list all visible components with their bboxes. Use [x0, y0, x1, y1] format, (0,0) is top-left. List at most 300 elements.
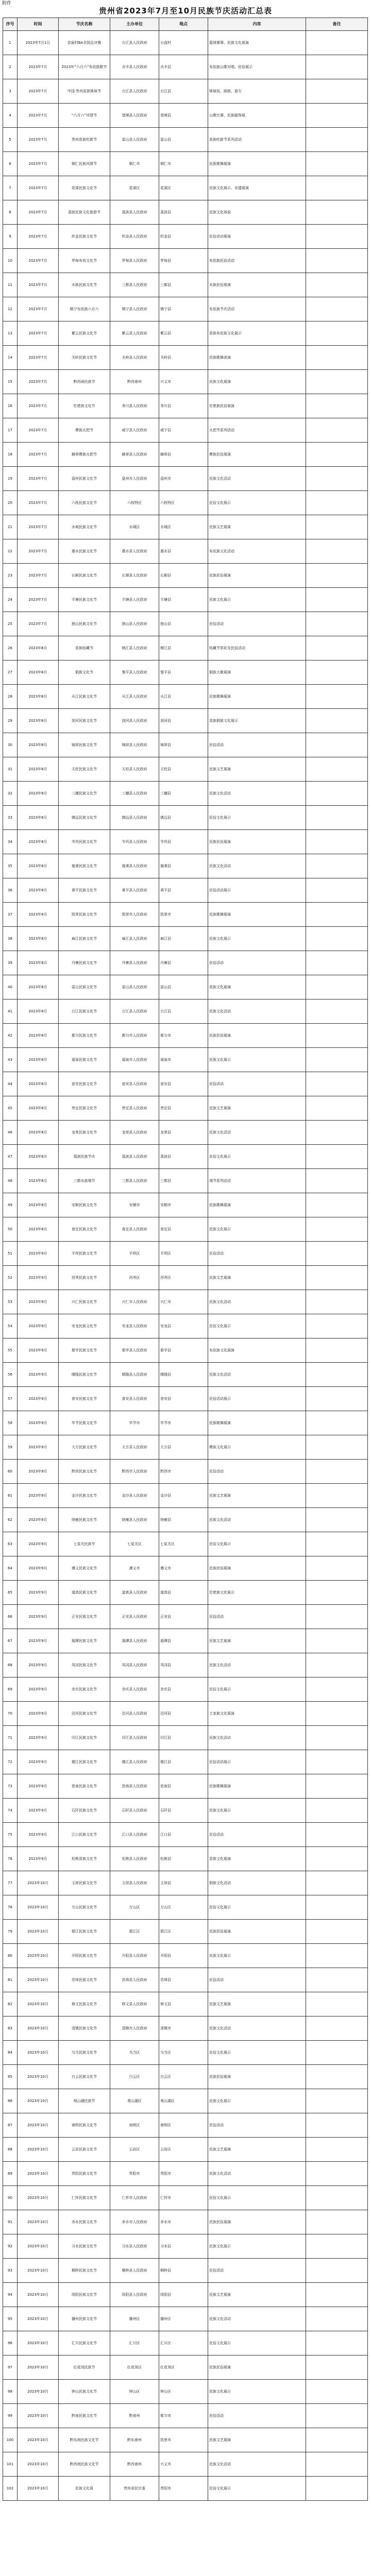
cell-organizer: 威宁县人民政府 — [110, 418, 159, 443]
cell-index: 73 — [3, 1774, 18, 1799]
cell-index: 81 — [3, 1968, 18, 1992]
cell-festival: 金沙民族文化节 — [59, 1484, 110, 1508]
cell-organizer: 三都县人民政府 — [110, 1169, 159, 1193]
cell-remarks — [306, 1677, 368, 1702]
cell-content: 民族歌舞表演 — [208, 346, 306, 370]
cell-festival: 黔西南民族文化节 — [59, 2452, 110, 2477]
cell-organizer: 沿河县人民政府 — [110, 1702, 159, 1726]
cell-index: 75 — [3, 1823, 18, 1847]
cell-organizer: 镇宁县人民政府 — [110, 297, 159, 321]
cell-content: 民族文化展演 — [208, 370, 306, 394]
cell-index: 34 — [3, 830, 18, 854]
cell-festival: 首届村BA全国总决赛 — [59, 31, 110, 55]
cell-remarks — [306, 1750, 368, 1774]
table-row — [3, 394, 368, 418]
table-row — [3, 1677, 368, 1702]
table-row — [3, 1532, 368, 1556]
table-row — [3, 346, 368, 370]
cell-remarks — [306, 975, 368, 999]
cell-time: 2023年8月 — [18, 999, 59, 1024]
table-row — [3, 2283, 368, 2307]
cell-location: 乌当区 — [159, 2041, 208, 2065]
table-row — [3, 927, 368, 951]
cell-content: 仡佬族文化展示 — [208, 1581, 306, 1605]
table-row — [3, 2404, 368, 2428]
cell-festival: 黔西民族文化节 — [59, 1460, 110, 1484]
cell-index: 17 — [3, 418, 18, 443]
cell-festival: 贵州苗族吃新节 — [59, 128, 110, 152]
cell-content: 民族文化活动 — [208, 2016, 306, 2041]
cell-remarks — [306, 1169, 368, 1193]
table-row — [3, 2428, 368, 2452]
cell-location: 镇远县 — [159, 806, 208, 830]
cell-remarks — [306, 1314, 368, 1338]
cell-index: 58 — [3, 1411, 18, 1435]
cell-time: 2023年7月 — [18, 370, 59, 394]
cell-index: 16 — [3, 394, 18, 418]
cell-organizer: 从江县人民政府 — [110, 685, 159, 709]
cell-index: 31 — [3, 757, 18, 782]
table-row — [3, 2186, 368, 2210]
cell-remarks — [306, 491, 368, 515]
cell-location: 盘州市 — [159, 467, 208, 491]
cell-remarks — [306, 854, 368, 878]
cell-time: 2023年8月 — [18, 1193, 59, 1217]
cell-index: 93 — [3, 2259, 18, 2283]
cell-index: 78 — [3, 1895, 18, 1920]
cell-festival: 施秉民族文化节 — [59, 854, 110, 878]
table-row — [3, 854, 368, 878]
cell-festival: 2023年“六月六”布依族歌节 — [59, 55, 110, 79]
cell-festival: 瓮安民族文化节 — [59, 1072, 110, 1096]
table-row — [3, 79, 368, 104]
cell-index: 23 — [3, 564, 18, 588]
cell-location: 兴仁市 — [159, 1290, 208, 1314]
cell-festival: 德江民族文化节 — [59, 1750, 110, 1774]
cell-remarks — [306, 1968, 368, 1992]
cell-remarks — [306, 1145, 368, 1169]
cell-remarks — [306, 2041, 368, 2065]
cell-organizer: 册亨县人民政府 — [110, 1338, 159, 1363]
cell-remarks — [306, 249, 368, 273]
cell-location: 南明区 — [159, 2113, 208, 2138]
table-row — [3, 685, 368, 709]
cell-time: 2023年8月 — [18, 1145, 59, 1169]
table-row — [3, 2210, 368, 2234]
cell-index: 74 — [3, 1799, 18, 1823]
cell-organizer: 兴仁市人民政府 — [110, 1290, 159, 1314]
cell-index: 94 — [3, 2283, 18, 2307]
cell-organizer: 望谟县人民政府 — [110, 104, 159, 128]
cell-remarks — [306, 2477, 368, 2501]
cell-remarks — [306, 1823, 368, 1847]
cell-remarks — [306, 467, 368, 491]
cell-time: 2023年8月 — [18, 1072, 59, 1096]
table-row — [3, 903, 368, 927]
cell-organizer: 黎平县人民政府 — [110, 660, 159, 685]
cell-festival: 万山民族文化节 — [59, 1895, 110, 1920]
cell-time: 2023年10月 — [18, 2355, 59, 2380]
cell-remarks — [306, 2210, 368, 2234]
cell-organizer: 丹寨县人民政府 — [110, 951, 159, 975]
cell-remarks — [306, 2452, 368, 2477]
cell-festival: 黔西南民族节 — [59, 370, 110, 394]
cell-organizer: 荔波县人民政府 — [110, 200, 159, 225]
cell-content: 火把节系列活动 — [208, 418, 306, 443]
cell-organizer: 德江县人民政府 — [110, 1750, 159, 1774]
cell-location: 播州区 — [159, 2307, 208, 2331]
cell-organizer: 织金县人民政府 — [110, 225, 159, 249]
cell-festival: 彝族火把节 — [59, 418, 110, 443]
cell-content: 民族歌舞展演 — [208, 685, 306, 709]
cell-time: 2023年10月 — [18, 1895, 59, 1920]
cell-time: 2023年7月 — [18, 418, 59, 443]
cell-content: 民族民俗展演 — [208, 2355, 306, 2380]
cell-organizer: 岑巩县人民政府 — [110, 830, 159, 854]
cell-time: 2023年9月 — [18, 1484, 59, 1508]
cell-index: 12 — [3, 297, 18, 321]
cell-time: 2023年7月 — [18, 515, 59, 539]
cell-location: 福泉市 — [159, 1048, 208, 1072]
table-row — [3, 1653, 368, 1677]
cell-organizer: 余庆县人民政府 — [110, 1677, 159, 1702]
table-row — [3, 1290, 368, 1314]
cell-index: 85 — [3, 2065, 18, 2089]
cell-location: 凯里市 — [159, 2428, 208, 2452]
cell-time: 2023年7月 — [18, 176, 59, 200]
table-row — [3, 1992, 368, 2016]
cell-organizer: 南明区 — [110, 2113, 159, 2138]
cell-location: 红花岗区 — [159, 2355, 208, 2380]
cell-index: 97 — [3, 2355, 18, 2380]
cell-organizer: 铜仁市 — [110, 152, 159, 176]
cell-remarks — [306, 1338, 368, 1363]
table-row — [3, 176, 368, 200]
cell-festival: 荔波民族文化旅游节 — [59, 200, 110, 225]
cell-time: 2023年9月 — [18, 1653, 59, 1677]
table-row — [3, 830, 368, 854]
cell-location: 铜仁市 — [159, 152, 208, 176]
cell-remarks — [306, 2113, 368, 2138]
cell-festival: 松桃苗族文化节 — [59, 1847, 110, 1871]
cell-organizer: 仁怀市人民政府 — [110, 2186, 159, 2210]
cell-content: 民族文艺展演 — [208, 2138, 306, 2162]
cell-index: 29 — [3, 709, 18, 733]
cell-remarks — [306, 2404, 368, 2428]
cell-organizer: 遵义市 — [110, 1556, 159, 1581]
cell-festival: 绥阳民族文化节 — [59, 2283, 110, 2307]
cell-index: 4 — [3, 104, 18, 128]
cell-time: 2023年8月 — [18, 733, 59, 757]
cell-festival: 纳雍民族文化节 — [59, 1508, 110, 1532]
cell-festival: 从江民族文化节 — [59, 685, 110, 709]
cell-location: 从江县 — [159, 685, 208, 709]
cell-time: 2023年7月 — [18, 152, 59, 176]
cell-festival: 岑巩民族文化节 — [59, 830, 110, 854]
cell-time: 2023年9月 — [18, 1823, 59, 1847]
cell-index: 83 — [3, 2016, 18, 2041]
cell-time: 2023年9月 — [18, 1460, 59, 1484]
table-row — [3, 2380, 368, 2404]
table-row — [3, 1387, 368, 1411]
table-row — [3, 1920, 368, 1944]
table-row — [3, 1895, 368, 1920]
cell-index: 11 — [3, 273, 18, 297]
cell-festival: 毕节民族文化节 — [59, 1411, 110, 1435]
cell-index: 67 — [3, 1629, 18, 1653]
cell-time: 2023年9月 — [18, 1556, 59, 1581]
cell-festival: 开阳民族文化节 — [59, 1944, 110, 1968]
cell-location: 紫云县 — [159, 321, 208, 346]
cell-time: 2023年8月 — [18, 878, 59, 903]
cell-time: 2023年8月 — [18, 1096, 59, 1121]
attachment-label: 附件 — [2, 1, 12, 6]
cell-content: 民俗活动 — [208, 1242, 306, 1266]
cell-index: 88 — [3, 2138, 18, 2162]
cell-content: 民俗文化展示 — [208, 2041, 306, 2065]
cell-time: 2023年10月 — [18, 2404, 59, 2428]
cell-index: 32 — [3, 782, 18, 806]
cell-location: 赤水市 — [159, 2210, 208, 2234]
cell-festival: 凯里民族文化节 — [59, 903, 110, 927]
cell-remarks — [306, 515, 368, 539]
cell-time: 2023年10月 — [18, 2186, 59, 2210]
cell-content: 民族歌舞展演 — [208, 1411, 306, 1435]
cell-location: 三都县 — [159, 1169, 208, 1193]
cell-organizer: 平坝区 — [110, 1242, 159, 1266]
cell-organizer: 福泉市人民政府 — [110, 1048, 159, 1072]
cell-festival: “六月六”风情节 — [59, 104, 110, 128]
cell-location: 丹寨县 — [159, 951, 208, 975]
cell-content: 民俗文化展示 — [208, 1314, 306, 1338]
cell-content: 民俗文化展示 — [208, 806, 306, 830]
cell-index: 90 — [3, 2186, 18, 2210]
cell-organizer: 毕节市 — [110, 1411, 159, 1435]
table-row — [3, 1338, 368, 1363]
cell-festival: 中国·贵州苗族姊妹节 — [59, 79, 110, 104]
cell-organizer: 黔南州 — [110, 2404, 159, 2428]
cell-content: 民族民俗展演 — [208, 1024, 306, 1048]
table-row — [3, 1871, 368, 1895]
cell-festival: 晴隆民族文化节 — [59, 1363, 110, 1387]
cell-index: 8 — [3, 200, 18, 225]
table-row — [3, 1242, 368, 1266]
cell-index: 46 — [3, 1121, 18, 1145]
cell-remarks — [306, 2428, 368, 2452]
cell-index: 101 — [3, 2452, 18, 2477]
cell-organizer: 万山区 — [110, 1895, 159, 1920]
cell-location: 凤冈县 — [159, 1653, 208, 1677]
table-row — [3, 1799, 368, 1823]
cell-festival: 福泉民族文化节 — [59, 1048, 110, 1072]
cell-festival: 兴仁民族文化节 — [59, 1290, 110, 1314]
cell-festival: 白云民族文化节 — [59, 2065, 110, 2089]
cell-content: 民族文艺展演 — [208, 515, 306, 539]
cell-content: 民族文化活动 — [208, 1290, 306, 1314]
cell-organizer: 石阡县人民政府 — [110, 1799, 159, 1823]
cell-remarks — [306, 1992, 368, 2016]
table-row — [3, 636, 368, 660]
cell-time: 2023年8月 — [18, 830, 59, 854]
cell-location: 瓮安县 — [159, 1072, 208, 1096]
cell-organizer: 正安县人民政府 — [110, 1605, 159, 1629]
cell-location: 玉屏县 — [159, 1871, 208, 1895]
cell-time: 2023年9月 — [18, 1532, 59, 1556]
cell-time: 2023年7月 — [18, 588, 59, 612]
cell-location: 观山湖区 — [159, 2089, 208, 2113]
cell-index: 51 — [3, 1242, 18, 1266]
cell-remarks — [306, 152, 368, 176]
cell-organizer: 晴隆县人民政府 — [110, 1363, 159, 1387]
cell-content: 民族民俗展演 — [208, 2210, 306, 2234]
cell-content: 民族文化活动 — [208, 1726, 306, 1750]
cell-index: 102 — [3, 2477, 18, 2501]
cell-festival: 云岩民族文化节 — [59, 2138, 110, 2162]
cell-location: 松桃县 — [159, 1847, 208, 1871]
cell-remarks — [306, 1871, 368, 1895]
cell-location: 荔波县 — [159, 1145, 208, 1169]
table-row — [3, 152, 368, 176]
cell-remarks — [306, 1217, 368, 1242]
table-row — [3, 225, 368, 249]
table-row — [3, 491, 368, 515]
cell-time: 2023年10月 — [18, 1944, 59, 1968]
cell-organizer: 台江县人民政府 — [110, 79, 159, 104]
table-body — [3, 31, 368, 2501]
cell-content: 民俗活动 — [208, 1823, 306, 1847]
cell-location: 余庆县 — [159, 1677, 208, 1702]
cell-time: 2023年10月 — [18, 2065, 59, 2089]
cell-index: 22 — [3, 539, 18, 564]
table-row — [3, 128, 368, 152]
cell-location: 钟山区 — [159, 2380, 208, 2404]
cell-time: 2023年8月 — [18, 1048, 59, 1072]
cell-remarks — [306, 55, 368, 79]
table-row — [3, 2355, 368, 2380]
cell-time: 2023年10月 — [18, 2259, 59, 2283]
cell-remarks — [306, 709, 368, 733]
cell-content: 侗族大歌展演 — [208, 660, 306, 685]
cell-content: 民族文化展示 — [208, 2089, 306, 2113]
table-row — [3, 31, 368, 55]
cell-location: 雷山县 — [159, 128, 208, 152]
cell-time: 2023年7月 — [18, 225, 59, 249]
cell-index: 3 — [3, 79, 18, 104]
cell-remarks — [306, 733, 368, 757]
cell-festival: 赤水民族文化节 — [59, 2210, 110, 2234]
cell-content: 民族歌舞展演 — [208, 1193, 306, 1217]
cell-festival: 织金民族文化节 — [59, 225, 110, 249]
table-row — [3, 1193, 368, 1217]
cell-time: 2023年10月 — [18, 1920, 59, 1944]
cell-location: 万山区 — [159, 1895, 208, 1920]
cell-content: 民族文艺展演 — [208, 1629, 306, 1653]
cell-festival: 仁怀民族文化节 — [59, 2186, 110, 2210]
cell-organizer: 三穗县人民政府 — [110, 782, 159, 806]
cell-content: 民俗活动 — [208, 1460, 306, 1484]
cell-index: 71 — [3, 1726, 18, 1750]
cell-remarks — [306, 1774, 368, 1799]
cell-organizer: 普定县人民政府 — [110, 1217, 159, 1242]
table-row — [3, 370, 368, 394]
cell-content: 民族文化展示、非遗展演 — [208, 176, 306, 200]
cell-content: 民族文化体验 — [208, 200, 306, 225]
cell-organizer: 三都县人民政府 — [110, 273, 159, 297]
table-row — [3, 951, 368, 975]
cell-location: 望谟县 — [159, 104, 208, 128]
cell-remarks — [306, 321, 368, 346]
cell-location: 雷山县 — [159, 975, 208, 999]
cell-location: 黎平县 — [159, 660, 208, 685]
cell-remarks — [306, 1920, 368, 1944]
cell-location: 安龙县 — [159, 1314, 208, 1338]
cell-location: 桐梓县 — [159, 2259, 208, 2283]
table-row — [3, 1048, 368, 1072]
table-row — [3, 806, 368, 830]
cell-time: 2023年10月 — [18, 2041, 59, 2065]
cell-festival: 黔东南民族文化节 — [59, 2428, 110, 2452]
cell-location: 台江县 — [159, 999, 208, 1024]
cell-remarks — [306, 2331, 368, 2355]
cell-time: 2023年10月 — [18, 2138, 59, 2162]
cell-location: 龙里县 — [159, 1121, 208, 1145]
cell-organizer: 都匀市人民政府 — [110, 1024, 159, 1048]
table-row — [3, 2162, 368, 2186]
cell-index: 9 — [3, 225, 18, 249]
cell-index: 54 — [3, 1314, 18, 1338]
cell-remarks — [306, 394, 368, 418]
cell-remarks — [306, 951, 368, 975]
cell-remarks — [306, 1193, 368, 1217]
cell-organizer: 湄潭县人民政府 — [110, 1629, 159, 1653]
cell-content: 民俗文化展示 — [208, 1895, 306, 1920]
cell-location: 凯里市 — [159, 903, 208, 927]
cell-remarks — [306, 1024, 368, 1048]
cell-organizer: 凤冈县人民政府 — [110, 1653, 159, 1677]
cell-location: 纳雍县 — [159, 1508, 208, 1532]
cell-location: 西秀区 — [159, 1266, 208, 1290]
cell-content: 民俗活动 — [208, 2113, 306, 2138]
table-row — [3, 1411, 368, 1435]
cell-festival: 侗族文化节 — [59, 660, 110, 685]
cell-festival: 安顺民族文化节 — [59, 1193, 110, 1217]
cell-location: 黄平县 — [159, 878, 208, 903]
cell-location: 普定县 — [159, 1217, 208, 1242]
cell-time: 2023年9月 — [18, 1702, 59, 1726]
cell-index: 33 — [3, 806, 18, 830]
cell-index: 24 — [3, 588, 18, 612]
cell-content: 民族文化活动 — [208, 1363, 306, 1387]
cell-organizer: 台江县人民政府 — [110, 999, 159, 1024]
table-row — [3, 104, 368, 128]
cell-organizer: 修文县人民政府 — [110, 1992, 159, 2016]
cell-index: 6 — [3, 152, 18, 176]
cell-content: 民俗活动展示 — [208, 1750, 306, 1774]
cell-remarks — [306, 782, 368, 806]
cell-organizer: 黔西南州 — [110, 2452, 159, 2477]
cell-time: 2023年7月 — [18, 612, 59, 636]
cell-organizer: 江口县人民政府 — [110, 1823, 159, 1847]
table-row — [3, 1968, 368, 1992]
cell-organizer: 独山县人民政府 — [110, 612, 159, 636]
cell-location: 赫章县 — [159, 443, 208, 467]
cell-index: 76 — [3, 1847, 18, 1871]
cell-location: 晴隆县 — [159, 1363, 208, 1387]
cell-index: 45 — [3, 1096, 18, 1121]
cell-festival: 播州民族文化节 — [59, 2307, 110, 2331]
table-row — [3, 2259, 368, 2283]
table-row — [3, 878, 368, 903]
